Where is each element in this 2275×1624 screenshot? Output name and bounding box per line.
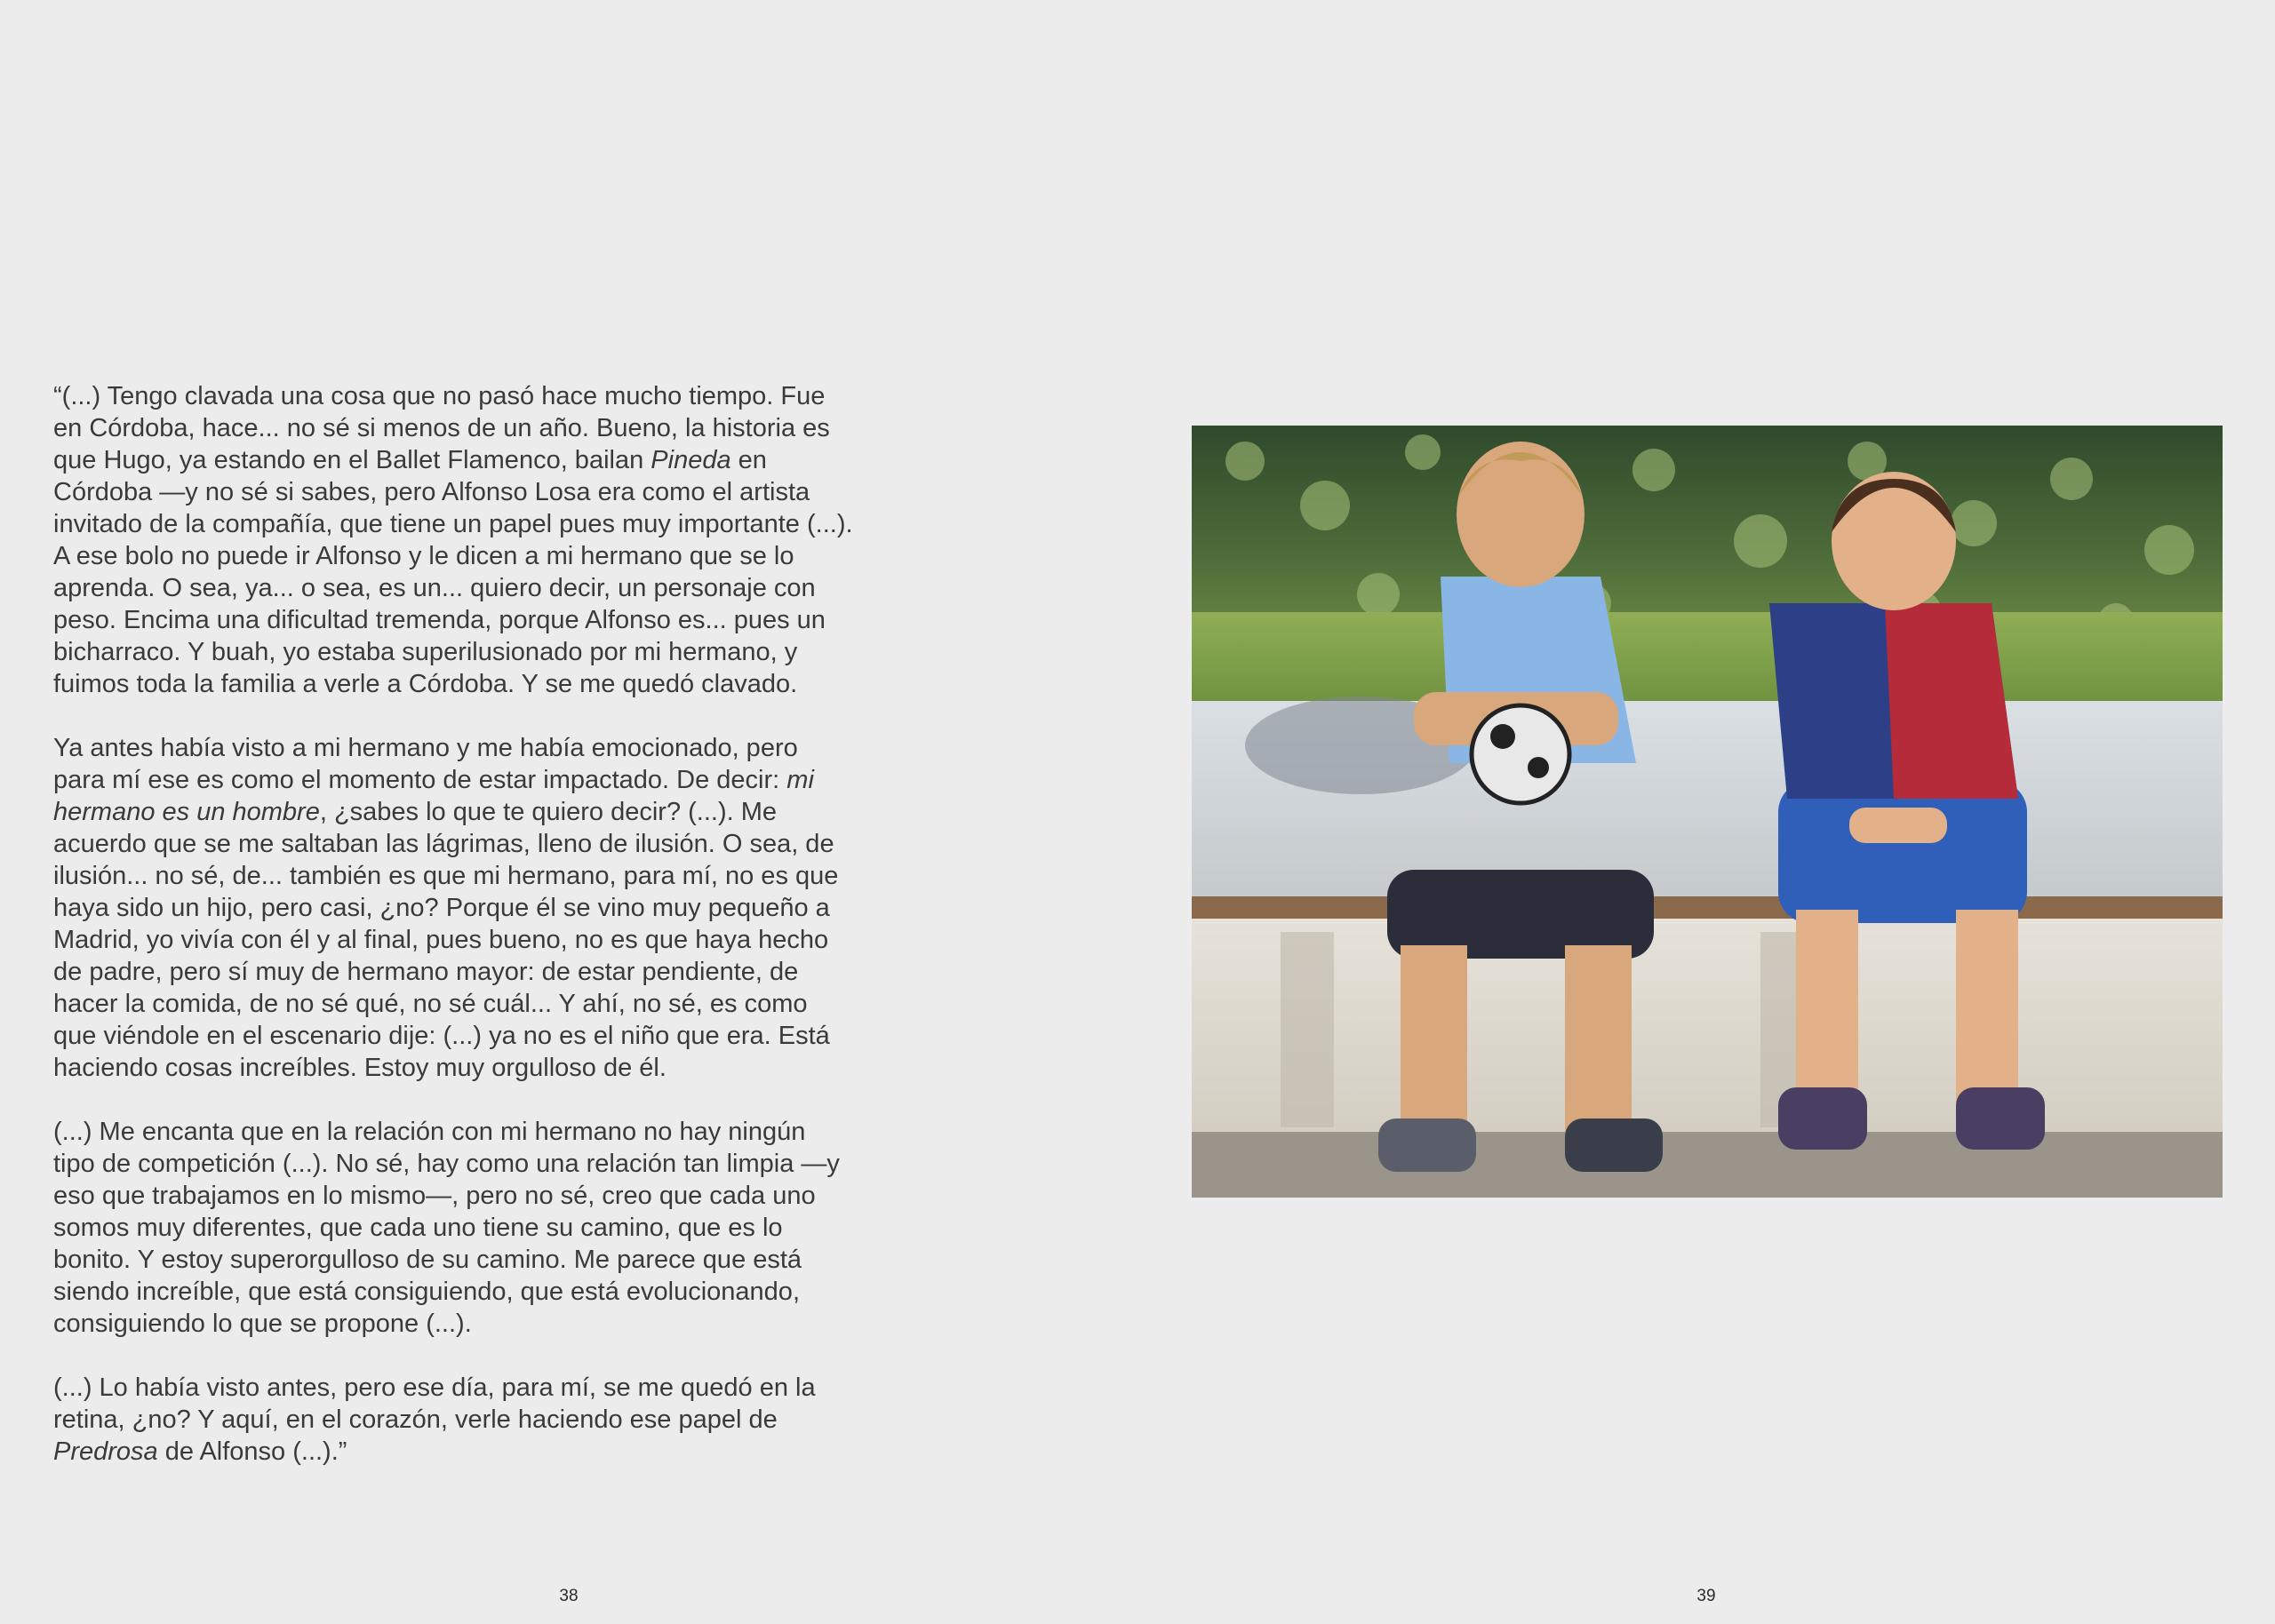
italic-text: Pineda (651, 446, 731, 474)
right-page (1138, 0, 2275, 1624)
text-run: (...) Lo había visto antes, pero ese día, para mí, se me quedó en la retina, ¿no? Y aquí, en el corazón, verle haciendo ese papel de (53, 1373, 816, 1434)
paragraph (53, 1116, 853, 1340)
text-run: Ya antes había visto a mi hermano y me había emocionado, pero para mí ese es como el momento de estar impactado. De decir: (53, 734, 798, 794)
page-number-left: 38 (559, 1587, 579, 1605)
text-run: (...) Me encanta que en la relación con mi hermano no hay ningún tipo de competición (...). No sé, hay como una relación tan limpia —y eso que trabajamos en lo mismo—, pero no sé, creo que cada uno somos muy diferentes, que cada uno tiene su camino, que es lo bonito. Y estoy superorgulloso de su camino. Me parece que está siendo increíble, que está consiguiendo, que está evolucionando, consiguiendo lo que se propone (...). (53, 1118, 840, 1338)
text-run: “(...) Tengo clavada una cosa que no pasó hace mucho tiempo. Fue en Córdoba, hace... no sé si menos de un año. Bueno, la historia es que Hugo, ya estando en el Ballet Flamenco, bailan (53, 382, 830, 474)
text-run: de Alfonso (...).” (157, 1437, 347, 1466)
photo-two-boys-icon (1192, 426, 2223, 1198)
page-number-right: 39 (1696, 1587, 1716, 1605)
photo (1192, 426, 2223, 1198)
italic-text: mi hermano es un hombre (53, 766, 814, 826)
paragraph (53, 380, 853, 700)
body-text (53, 380, 853, 1468)
paragraph (53, 1372, 853, 1468)
italic-text: Predrosa (53, 1437, 158, 1466)
text-run: , ¿sabes lo que te quiero decir? (...). Me acuerdo que se me saltaban las lágrimas, lleno de ilusión. O sea, de ilusión... no sé, de... también es que mi hermano, para mí, no es que haya sido un hijo, pero casi, ¿no? Porque él se vino muy pequeño a Madrid, yo vivía con él y al final, pues bueno, no es que haya hecho de padre, pero sí muy de hermano mayor: de estar pendiente, de hacer la comida, de no sé qué, no sé cuál... Y ahí, no sé, es como que viéndole en el escenario dije: (...) ya no es el niño que era. Está haciendo cosas increíbles. Estoy muy orgulloso de él. (53, 798, 839, 1082)
text-run: en Córdoba —y no sé si sabes, pero Alfonso Losa era como el artista invitado de la compañía, que tiene un papel pues muy importante (...). A ese bolo no puede ir Alfonso y le dicen a mi hermano que se lo aprenda. O sea, ya... o sea, es un... quiero decir, un personaje con peso. Encima una dificultad tremenda, porque Alfonso es... pues un bicharraco. Y buah, yo estaba superilusionado por mi hermano, y fuimos toda la familia a verle a Córdoba. Y se me quedó clavado. (53, 446, 853, 698)
paragraph (53, 732, 853, 1084)
